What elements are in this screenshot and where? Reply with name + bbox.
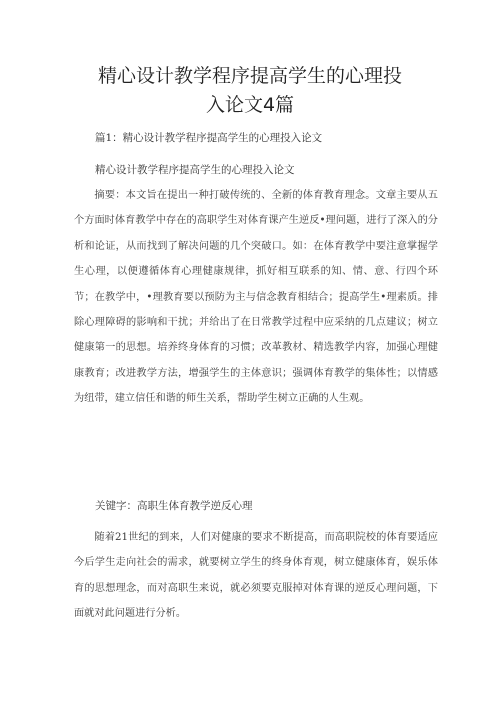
document-title-line-1: 精心设计教学程序提高学生的心理投 <box>97 65 402 87</box>
article-subtitle: 精心设计教学程序提高学生的心理投入论文 <box>95 164 295 176</box>
abstract-paragraph: 摘要：本文旨在提出一种打破传统的、全新的体育教育理念。文章主要从五个方面时体育教学中存在的高职学生对体育课产生逆反•理问题，进行了深入的分析和论证，从而找到了解决问题的几个突破口。如：在体育教学中要注意掌握学生心理，以便遵循体育心理健康规律，抓好相互联系的知、情、意、行四个环节；在教学中，•理教育要以预防为主与信念教育相结合；提高学生•理素质。排除心理障碍的影响和干扰；并给出了在日常教学过程中应采纳的几点建议；树立健康第一的思想。培养终身体育的习惯；改革教材、精选教学内容，加强心理健康教育；改进教学方法，增强学生的主体意识；强调体育教学的集体性；以情感为纽带，建立信任和谐的师生关系，帮助学生树立正确的人生观。 <box>74 190 438 405</box>
body-paragraph: 随着21世纪的到来，人们对健康的要求不断提高，而高职院校的体育要适应今后学生走向社会的需求，就要树立学生的终身体育观，树立健康体育，娱乐体育的思想理念，而对高职生来说，就必须要克服掉对体育课的逆反心理问题，下面就对此问题进行分析。 <box>74 532 438 620</box>
keywords-line: 关键字：高职生体育教学逆反心理 <box>95 500 253 512</box>
document-title-line-2: 入论文4篇 <box>205 94 295 116</box>
section-heading: 篇1：精心设计教学程序提高学生的心理投入论文 <box>95 132 323 144</box>
